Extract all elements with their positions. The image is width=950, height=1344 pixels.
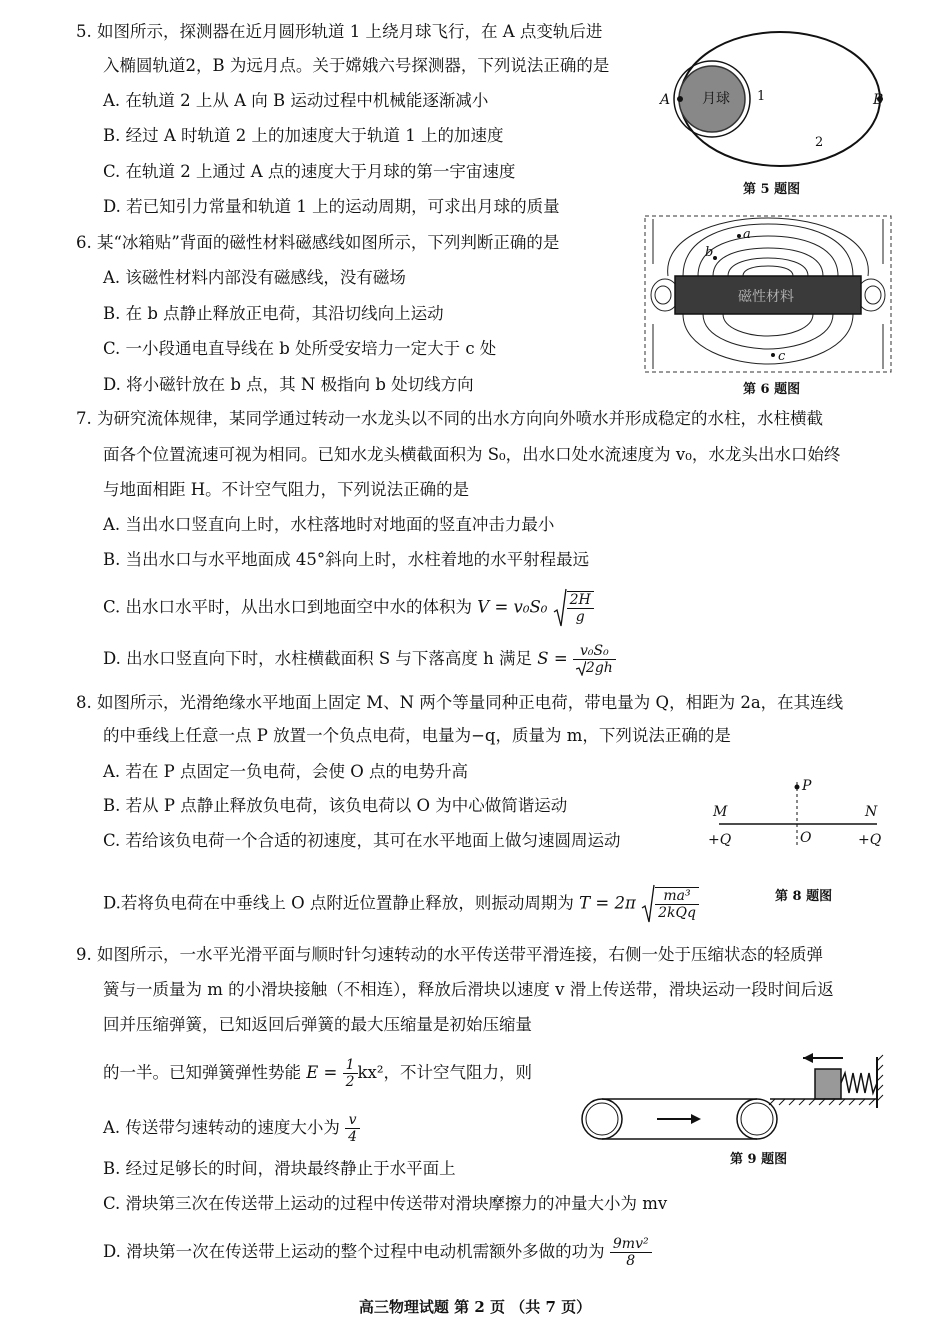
- q8-option-a[interactable]: A. 若在 P 点固定一负电荷，会使 O 点的电势升高: [103, 762, 469, 781]
- q8-fig-label-n: N: [865, 804, 878, 820]
- q9-stem-line3: 回并压缩弹簧，已知返回后弹簧的最大压缩量是初始压缩量: [103, 1015, 532, 1034]
- q8-option-b[interactable]: B. 若从 P 点静止释放负电荷，该负电荷以 O 为中心做简谐运动: [103, 796, 568, 815]
- q8-fig-label-m: M: [713, 804, 728, 820]
- q5-caption: 第 5 题图: [743, 182, 801, 197]
- q6-option-a[interactable]: A. 该磁性材料内部没有磁感线，没有磁场: [103, 268, 406, 287]
- q7-option-d[interactable]: [103, 643, 616, 676]
- q9-option-a[interactable]: [103, 1112, 360, 1145]
- q6-option-c[interactable]: C. 一小段通电直导线在 b 处所受安培力一定大于 c 处: [103, 339, 497, 358]
- q8-fig-label-p: P: [802, 778, 812, 794]
- q8-d-numerator: ma³: [655, 888, 699, 905]
- q5-stem-line2: 入椭圆轨道2，B 为远月点。关于嫦娥六号探测器，下列说法正确的是: [103, 56, 610, 75]
- q9-energy-denominator: 2: [345, 1074, 355, 1090]
- q7-option-c-text: C. 出水口水平时，从出水口到地面空中水的体积为: [103, 597, 473, 617]
- q6-fig-label-a: a: [743, 227, 751, 242]
- q5-fig-label-b: B: [873, 92, 884, 108]
- q6-fig-label-c: c: [778, 349, 786, 364]
- q6-option-d[interactable]: D. 将小磁针放在 b 点，其 N 极指向 b 处切线方向: [103, 375, 474, 394]
- q8-option-d[interactable]: [103, 884, 699, 924]
- q9-stem-line4-text: 的一半。已知弹簧弹性势能: [103, 1063, 301, 1082]
- q8-fig-charge-right: +Q: [858, 832, 882, 848]
- q9-stem-line2: 簧与一质量为 m 的小滑块接触（不相连），释放后滑块以速度 v 滑上传送带，滑块运动一段时间后返: [103, 980, 834, 999]
- q9-stem-line4-tail: kx²，不计空气阻力，则: [357, 1063, 532, 1082]
- q5-option-a[interactable]: A. 在轨道 2 上从 A 向 B 运动过程中机械能逐渐减小: [103, 91, 489, 110]
- q8-stem-line1: 8. 如图所示，光滑绝缘水平地面上固定 M、N 两个等量同种正电荷，带电量为 Q，相距为 2a，在其连线: [76, 693, 844, 712]
- q9-energy-numerator: 1: [343, 1057, 358, 1074]
- q6-caption: 第 6 题图: [743, 382, 801, 397]
- q5-fig-label-a: A: [660, 92, 671, 108]
- q8-option-d-formula-left: T = 2π: [579, 893, 636, 913]
- q7-c-denominator: g: [575, 609, 585, 625]
- q8-caption: 第 8 题图: [775, 889, 833, 904]
- q7-stem-line3: 与地面相距 H。不计空气阻力，下列说法正确的是: [103, 480, 470, 499]
- q7-option-d-text: D. 出水口竖直向下时，水柱横截面积 S 与下落高度 h 满足: [103, 649, 533, 668]
- q7-d-numerator: v₀S₀: [573, 643, 616, 660]
- q6-stem: 6. 某“冰箱贴”背面的磁性材料磁感线如图所示，下列判断正确的是: [76, 233, 560, 252]
- q9-option-c[interactable]: C. 滑块第三次在传送带上运动的过程中传送带对滑块摩擦力的冲量大小为 mv: [103, 1194, 668, 1213]
- q7-d-denominator: 2gh: [585, 660, 613, 676]
- q9-option-b[interactable]: B. 经过足够长的时间，滑块最终静止于水平面上: [103, 1159, 456, 1178]
- q6-fig-material-label: 磁性材料: [738, 289, 794, 305]
- q9-option-d-text: D. 滑块第一次在传送带上运动的整个过程中电动机需额外多做的功为: [103, 1242, 605, 1261]
- q8-charges-figure: [705, 770, 890, 850]
- q8-fig-label-o: O: [800, 830, 812, 846]
- page-footer: 高三物理试题 第 2 页 （共 7 页）: [358, 1298, 592, 1316]
- sqrt-sign-icon: [641, 884, 655, 924]
- q5-fig-moon-label: 月球: [702, 91, 730, 107]
- q9-stem-line4: [103, 1057, 532, 1090]
- q8-d-denominator: 2kQq: [658, 905, 696, 921]
- q6-option-b[interactable]: B. 在 b 点静止释放正电荷，其沿切线向上运动: [103, 304, 444, 323]
- q9-d-numerator: 9mv²: [610, 1236, 652, 1253]
- q7-option-c[interactable]: [103, 588, 594, 628]
- q8-stem-line2: 的中垂线上任意一点 P 放置一个负点电荷，电量为−q，质量为 m，下列说法正确的是: [103, 726, 731, 745]
- q9-option-d[interactable]: [103, 1236, 652, 1269]
- q5-fig-label-2: 2: [815, 135, 824, 150]
- q5-option-c[interactable]: C. 在轨道 2 上通过 A 点的速度大于月球的第一宇宙速度: [103, 162, 516, 181]
- q7-option-c-formula-left: V = v₀S₀: [477, 597, 548, 617]
- q9-a-numerator: v: [345, 1112, 360, 1129]
- q9-option-a-text: A. 传送带匀速转动的速度大小为: [103, 1118, 340, 1137]
- q8-fig-charge-left: +Q: [708, 832, 732, 848]
- q7-stem-line2: 面各个位置流速可视为相同。已知水龙头横截面积为 S₀，出水口处水流速度为 v₀，水龙头出水口始终: [103, 445, 841, 464]
- q9-d-denominator: 8: [626, 1253, 636, 1269]
- q5-orbit-figure: [655, 28, 895, 173]
- q7-option-b[interactable]: B. 当出水口与水平地面成 45°斜向上时，水柱着地的水平射程最远: [103, 550, 590, 569]
- q9-conveyor-figure: [575, 1043, 885, 1143]
- q9-a-denominator: 4: [348, 1129, 358, 1145]
- q7-option-a[interactable]: A. 当出水口竖直向上时，水柱落地时对地面的竖直冲击力最小: [103, 515, 555, 534]
- q6-fig-label-b: b: [705, 245, 714, 260]
- q9-stem-line1: 9. 如图所示，一水平光滑平面与顺时针匀速转动的水平传送带平滑连接，右侧一处于压缩状态的轻质弹: [76, 945, 823, 964]
- q8-option-c[interactable]: C. 若给该负电荷一个合适的初速度，其可在水平地面上做匀速圆周运动: [103, 831, 621, 850]
- q8-option-d-text: D.若将负电荷在中垂线上 O 点附近位置静止释放，则振动周期为: [103, 893, 574, 913]
- q9-energy-formula-left: E =: [306, 1063, 338, 1082]
- q6-magnetic-field-figure: [643, 214, 893, 374]
- q7-stem-line1: 7. 为研究流体规律，某同学通过转动一水龙头以不同的出水方向向外喷水并形成稳定的水柱，水柱横截: [76, 409, 823, 428]
- q7-option-d-formula-left: S =: [537, 649, 568, 668]
- sqrt-sign-icon: [576, 660, 586, 676]
- q7-c-numerator: 2H: [567, 592, 594, 609]
- q5-option-d[interactable]: D. 若已知引力常量和轨道 1 上的运动周期，可求出月球的质量: [103, 197, 560, 216]
- sqrt-sign-icon: [553, 588, 567, 628]
- q5-option-b[interactable]: B. 经过 A 时轨道 2 上的加速度大于轨道 1 上的加速度: [103, 126, 504, 145]
- q5-stem-line1: 5. 如图所示，探测器在近月圆形轨道 1 上绕月球飞行，在 A 点变轨后进: [76, 22, 603, 41]
- q9-caption: 第 9 题图: [730, 1152, 788, 1167]
- q5-fig-label-1: 1: [757, 89, 766, 104]
